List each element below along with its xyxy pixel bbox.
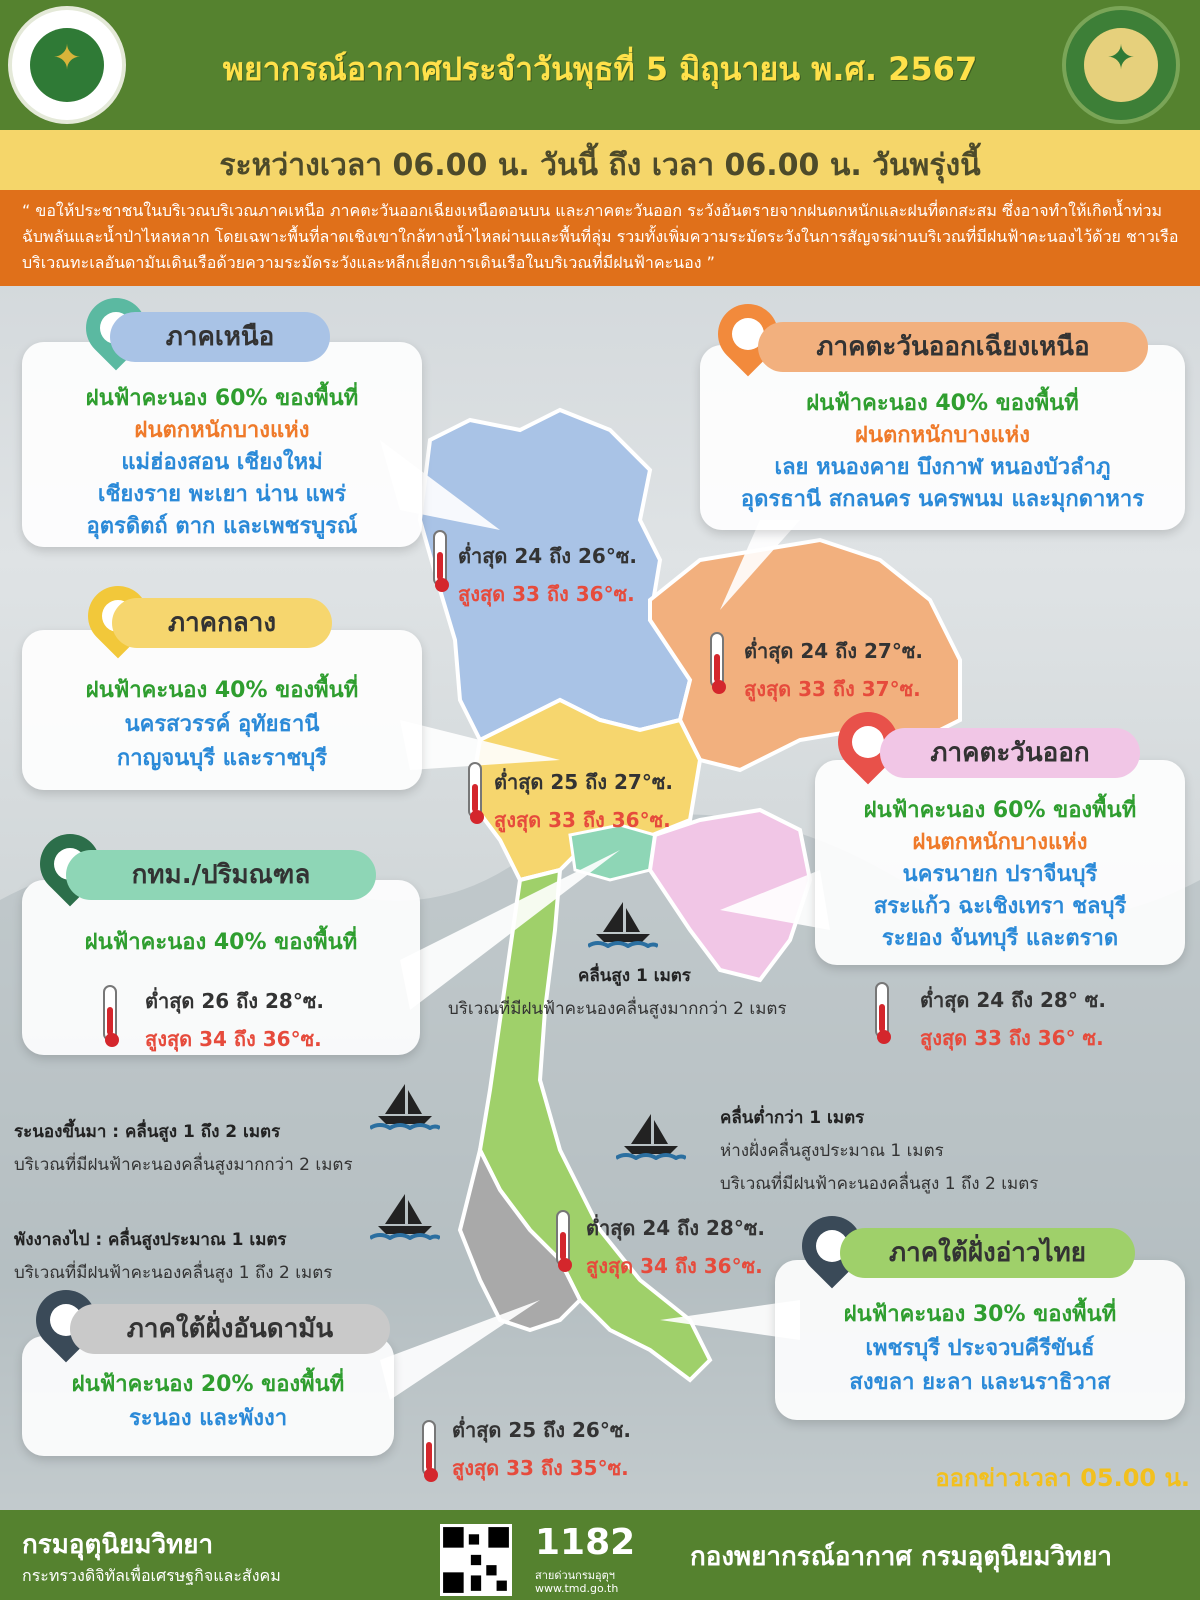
east-temp-low: ต่ำสุด 24 ถึง 28° ซ. bbox=[920, 988, 1106, 1012]
andaman-lower-wave-note: บริเวณที่มีฝนฟ้าคะนองคลื่นสูง 1 ถึง 2 เมตร bbox=[14, 1263, 333, 1283]
south-andaman-temp bbox=[452, 1414, 631, 1484]
bangkok-temp bbox=[145, 985, 324, 1055]
gulf-upper-wave-note: บริเวณที่มีฝนฟ้าคะนองคลื่นสูงมากกว่า 2 เมตร bbox=[448, 999, 787, 1019]
andaman-upper-wave-info bbox=[14, 1118, 353, 1178]
east-title: ภาคตะวันออก bbox=[880, 728, 1140, 778]
bangkok-title: กทม./ปริมณฑล bbox=[66, 850, 376, 900]
south-andaman-temp-high: สูงสุด 33 ถึง 35°ซ. bbox=[452, 1456, 629, 1480]
header-bar bbox=[0, 0, 1200, 130]
time-range-bar bbox=[0, 130, 1200, 190]
east-temp bbox=[920, 984, 1106, 1054]
south-gulf-temp-low: ต่ำสุด 24 ถึง 28°ซ. bbox=[586, 1216, 766, 1240]
east-line-4: สระแก้ว ฉะเชิงเทรา ชลบุรี bbox=[873, 894, 1127, 919]
gulf-lower-wave-note-1: ห่างฝั่งคลื่นสูงประมาณ 1 เมตร bbox=[720, 1141, 944, 1161]
north-temp bbox=[458, 540, 637, 610]
issued-time: ออกข่าวเวลา 05.00 น. bbox=[935, 1464, 1190, 1492]
northeast-line-1: ฝนฟ้าคะนอง 40% ของพื้นที่ bbox=[806, 391, 1079, 416]
gulf-upper-wave-info bbox=[448, 962, 787, 1022]
andaman-upper-wave-note: บริเวณที่มีฝนฟ้าคะนองคลื่นสูงมากกว่า 2 เมตร bbox=[14, 1155, 353, 1175]
south-gulf-line-2: เพชรบุรี ประจวบคีรีขันธ์ bbox=[865, 1336, 1095, 1361]
gulf-lower-wave-title: คลื่นต่ำกว่า 1 เมตร bbox=[720, 1108, 865, 1128]
card-central bbox=[22, 630, 422, 790]
north-line-5: อุตรดิตถ์ ตาก และเพชรบูรณ์ bbox=[86, 514, 358, 539]
northeast-thermometer-icon bbox=[710, 632, 724, 688]
andaman-upper-wave-title: ระนองขึ้นมา : คลื่นสูง 1 ถึง 2 เมตร bbox=[14, 1122, 281, 1142]
bangkok-temp-high: สูงสุด 34 ถึง 36°ซ. bbox=[145, 1027, 322, 1051]
north-line-3: แม่ฮ่องสอน เชียงใหม่ bbox=[121, 450, 323, 475]
bangkok-temp-low: ต่ำสุด 26 ถึง 28°ซ. bbox=[145, 989, 325, 1013]
south-gulf-title: ภาคใต้ฝั่งอ่าวไทย bbox=[840, 1228, 1135, 1278]
website-link[interactable]: www.tmd.go.th bbox=[535, 1582, 619, 1595]
east-line-3: นครนายก ปราจีนบุรี bbox=[902, 862, 1098, 887]
north-temp-high: สูงสุด 33 ถึง 36°ซ. bbox=[458, 582, 635, 606]
hotline-label: สายด่วนกรมอุตุฯ bbox=[535, 1569, 615, 1582]
andaman-upper-boat-icon bbox=[370, 1080, 440, 1130]
page-title: พยากรณ์อากาศประจำวันพุธที่ 5 มิถุนายน พ.ศ. 2567 bbox=[222, 50, 978, 88]
east-temp-high: สูงสุด 33 ถึง 36° ซ. bbox=[920, 1026, 1104, 1050]
central-temp-high: สูงสุด 33 ถึง 36°ซ. bbox=[494, 808, 671, 832]
card-south-andaman bbox=[22, 1336, 394, 1456]
footer-division: กองพยากรณ์อากาศ กรมอุตุนิยมวิทยา bbox=[690, 1542, 1113, 1572]
east-thermometer-icon bbox=[875, 982, 889, 1038]
northeast-temp bbox=[744, 635, 923, 705]
central-thermometer-icon bbox=[468, 762, 482, 818]
north-title: ภาคเหนือ bbox=[110, 312, 330, 362]
central-title: ภาคกลาง bbox=[112, 598, 332, 648]
central-line-2: นครสวรรค์ อุทัยธานี bbox=[124, 712, 320, 737]
east-line-1: ฝนฟ้าคะนอง 60% ของพื้นที่ bbox=[863, 798, 1137, 823]
card-east bbox=[815, 760, 1185, 965]
gulf-lower-boat-icon bbox=[616, 1110, 686, 1160]
south-andaman-temp-low: ต่ำสุด 25 ถึง 26°ซ. bbox=[452, 1418, 632, 1442]
north-line-4: เชียงราย พะเยา น่าน แพร่ bbox=[97, 482, 347, 507]
east-line-2: ฝนตกหนักบางแห่ง bbox=[912, 830, 1088, 855]
warning-text: “ ขอให้ประชาชนในบริเวณบริเวณภาคเหนือ ภาคตะวันออกเฉียงเหนือตอนบน และภาคตะวันออก ระวังอันตรายจากฝนตกหนักและฝนที่ตกสะสม ซึ่งอาจทำให้เกิดน้ำท่วมฉับพลันและน้ำป่าไหลหลาก โดยเฉพาะพื้นที่ลาดเชิงเขาใกล้ทางน้ำไหลผ่านและพื้นที่ลุ่ม รวมทั้งเพิ่มความระมัดระวังในการสัญจรผ่านบริเวณที่มีฝนฟ้าคะนองไว้ด้วย ชาวเรือบริเวณทะเลอันดามันเดินเรือด้วยความระมัดระวังและหลีกเลี่ยงการเดินเรือในบริเวณที่มีฝนฟ้าคะนอง ” bbox=[22, 201, 1179, 272]
footer-ministry: กระทรวงดิจิทัลเพื่อเศรษฐกิจและสังคม bbox=[22, 1566, 281, 1585]
footer-bar bbox=[0, 1510, 1200, 1600]
andaman-lower-wave-title: พังงาลงไป : คลื่นสูงประมาณ 1 เมตร bbox=[14, 1230, 287, 1250]
south-gulf-line-1: ฝนฟ้าคะนอง 30% ของพื้นที่ bbox=[843, 1302, 1117, 1327]
northeast-line-3: เลย หนองคาย บึงกาฬ หนองบัวลำภู bbox=[774, 455, 1111, 480]
warning-bar bbox=[0, 190, 1200, 286]
qr-code-icon[interactable] bbox=[440, 1524, 512, 1596]
south-gulf-temp bbox=[586, 1212, 765, 1282]
central-temp bbox=[494, 766, 673, 836]
card-northeast bbox=[700, 345, 1185, 530]
northeast-line-4: อุดรธานี สกลนคร นครพนม และมุกดาหาร bbox=[740, 487, 1145, 512]
south-gulf-thermometer-icon bbox=[556, 1210, 570, 1266]
north-line-2: ฝนตกหนักบางแห่ง bbox=[134, 418, 310, 443]
bangkok-thermometer-icon bbox=[103, 985, 117, 1041]
ministry-logo: ✦ bbox=[8, 6, 126, 124]
andaman-lower-wave-info bbox=[14, 1226, 332, 1286]
gulf-upper-wave-title: คลื่นสูง 1 เมตร bbox=[578, 966, 691, 986]
northeast-temp-low: ต่ำสุด 24 ถึง 27°ซ. bbox=[744, 639, 924, 663]
bangkok-line-1: ฝนฟ้าคะนอง 40% ของพื้นที่ bbox=[84, 930, 358, 955]
south-andaman-line-1: ฝนฟ้าคะนอง 20% ของพื้นที่ bbox=[71, 1372, 345, 1397]
central-line-1: ฝนฟ้าคะนอง 40% ของพื้นที่ bbox=[85, 678, 359, 703]
south-gulf-temp-high: สูงสุด 34 ถึง 36°ซ. bbox=[586, 1254, 763, 1278]
north-temp-low: ต่ำสุด 24 ถึง 26°ซ. bbox=[458, 544, 638, 568]
north-thermometer-icon bbox=[433, 530, 447, 586]
card-north bbox=[22, 342, 422, 547]
gulf-lower-wave-note-2: บริเวณที่มีฝนฟ้าคะนองคลื่นสูง 1 ถึง 2 เมตร bbox=[720, 1174, 1039, 1194]
andaman-lower-boat-icon bbox=[370, 1190, 440, 1240]
south-andaman-thermometer-icon bbox=[422, 1420, 436, 1476]
central-temp-low: ต่ำสุด 25 ถึง 27°ซ. bbox=[494, 770, 674, 794]
northeast-title: ภาคตะวันออกเฉียงเหนือ bbox=[758, 322, 1148, 372]
tmd-logo: ✦ bbox=[1062, 6, 1180, 124]
time-range-text: ระหว่างเวลา 06.00 น. วันนี้ ถึง เวลา 06.00 น. วันพรุ่งนี้ bbox=[219, 148, 981, 183]
gulf-lower-wave-info bbox=[720, 1104, 1038, 1197]
north-line-1: ฝนฟ้าคะนอง 60% ของพื้นที่ bbox=[85, 386, 359, 411]
card-south-gulf bbox=[775, 1260, 1185, 1420]
south-gulf-line-3: สงขลา ยะลา และนราธิวาส bbox=[849, 1370, 1111, 1395]
northeast-temp-high: สูงสุด 33 ถึง 37°ซ. bbox=[744, 677, 921, 701]
gulf-upper-boat-icon bbox=[588, 898, 658, 948]
central-line-3: กาญจนบุรี และราชบุรี bbox=[116, 746, 328, 771]
south-andaman-line-2: ระนอง และพังงา bbox=[128, 1406, 288, 1431]
south-andaman-title: ภาคใต้ฝั่งอันดามัน bbox=[70, 1304, 390, 1354]
northeast-line-2: ฝนตกหนักบางแห่ง bbox=[855, 423, 1030, 448]
east-line-5: ระยอง จันทบุรี และตราด bbox=[881, 926, 1119, 951]
hotline-number: 1182 bbox=[535, 1522, 636, 1563]
footer-org: กรมอุตุนิยมวิทยา bbox=[22, 1530, 214, 1560]
